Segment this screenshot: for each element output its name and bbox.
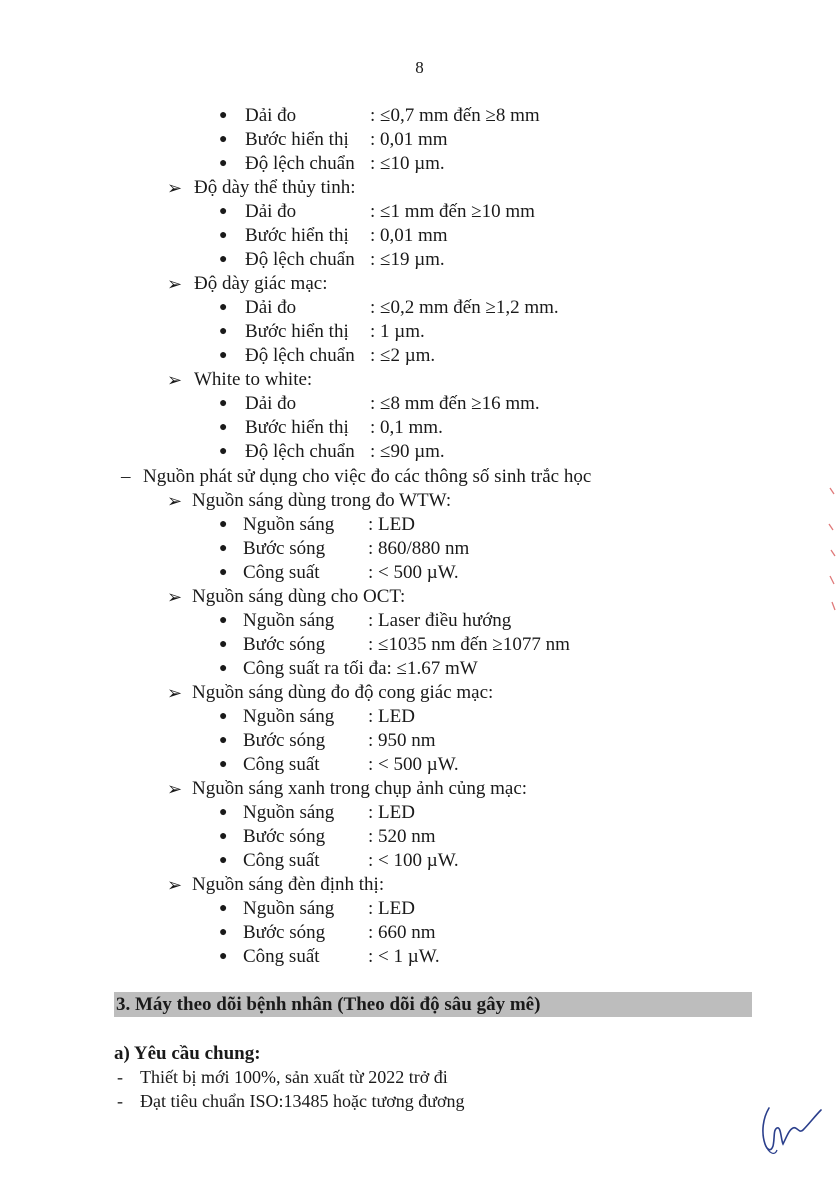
bullet-icon: ● bbox=[219, 228, 228, 243]
requirement-item: - Đạt tiêu chuẩn ISO:13485 hoặc tương đương bbox=[117, 1091, 465, 1111]
group-heading: ➢ White to white: bbox=[167, 369, 313, 390]
bullet-icon: ● bbox=[219, 444, 228, 459]
spec-item: ● Bước hiển thị : 0,01 mm bbox=[219, 129, 448, 150]
bullet-icon: ● bbox=[219, 420, 228, 435]
bullet-icon: ● bbox=[219, 324, 228, 339]
bullet-icon: ● bbox=[219, 108, 228, 123]
spec-item: ● Nguồn sáng : LED bbox=[219, 514, 415, 535]
arrow-bullet-icon: ➢ bbox=[167, 274, 183, 294]
arrow-bullet-icon: ➢ bbox=[167, 683, 183, 703]
spec-item: ● Công suất ra tối đa: ≤1.67 mW bbox=[219, 658, 478, 679]
spec-item: ● Công suất : < 1 µW. bbox=[219, 946, 440, 967]
spec-item: ● Dải đo : ≤0,7 mm đến ≥8 mm bbox=[219, 105, 540, 126]
group-heading: ➢ Nguồn sáng dùng trong đo WTW: bbox=[167, 490, 452, 511]
bullet-icon: ● bbox=[219, 156, 228, 171]
group-heading: ➢ Độ dày giác mạc: bbox=[167, 273, 328, 294]
dash-bullet: – bbox=[121, 466, 131, 487]
spec-item: ● Công suất : < 100 µW. bbox=[219, 850, 459, 871]
spec-item: ● Bước sóng : 660 nm bbox=[219, 922, 436, 943]
spec-item: ● Độ lệch chuẩn : ≤90 µm. bbox=[219, 441, 445, 462]
bullet-icon: ● bbox=[219, 901, 228, 916]
group-heading: ➢ Nguồn sáng xanh trong chụp ảnh củng mạc: bbox=[167, 778, 528, 799]
spec-item: ● Nguồn sáng : LED bbox=[219, 898, 415, 919]
spec-item: ● Công suất : < 500 µW. bbox=[219, 562, 459, 583]
spec-item: ● Bước sóng : 520 nm bbox=[219, 826, 436, 847]
bullet-icon: ● bbox=[219, 517, 228, 532]
bullet-icon: ● bbox=[219, 925, 228, 940]
bullet-icon: ● bbox=[219, 252, 228, 267]
spec-item: ● Độ lệch chuẩn : ≤19 µm. bbox=[219, 249, 445, 270]
spec-item: ● Nguồn sáng : Laser điều hướng bbox=[219, 610, 512, 631]
spec-item: ● Dải đo : ≤8 mm đến ≥16 mm. bbox=[219, 393, 540, 414]
group-heading: ➢ Độ dày thể thủy tinh: bbox=[167, 177, 356, 198]
arrow-bullet-icon: ➢ bbox=[167, 178, 183, 198]
arrow-bullet-icon: ➢ bbox=[167, 875, 183, 895]
arrow-bullet-icon: ➢ bbox=[167, 587, 183, 607]
spec-item: ● Bước hiển thị : 0,01 mm bbox=[219, 225, 448, 246]
margin-stamp-mark bbox=[826, 480, 838, 620]
spec-item: ● Độ lệch chuẩn : ≤2 µm. bbox=[219, 345, 436, 366]
signature-mark bbox=[755, 1100, 825, 1160]
subsection-title: a) Yêu cầu chung: bbox=[114, 1043, 261, 1064]
bullet-icon: ● bbox=[219, 805, 228, 820]
arrow-bullet-icon: ➢ bbox=[167, 779, 183, 799]
bullet-icon: ● bbox=[219, 396, 228, 411]
group-heading: ➢ Nguồn sáng dùng cho OCT: bbox=[167, 586, 406, 607]
dash-bullet: - bbox=[117, 1067, 123, 1087]
dash-bullet: - bbox=[117, 1091, 123, 1111]
bullet-icon: ● bbox=[219, 132, 228, 147]
sources-heading: – Nguồn phát sử dụng cho việc đo các thông số sinh trắc học bbox=[121, 466, 592, 487]
bullet-icon: ● bbox=[219, 637, 228, 652]
spec-item: ● Dải đo : ≤1 mm đến ≥10 mm bbox=[219, 201, 535, 222]
spec-item: ● Công suất : < 500 µW. bbox=[219, 754, 459, 775]
bullet-icon: ● bbox=[219, 348, 228, 363]
spec-item: ● Bước sóng : 950 nm bbox=[219, 730, 436, 751]
group-heading: ➢ Nguồn sáng dùng đo độ cong giác mạc: bbox=[167, 682, 494, 703]
bullet-icon: ● bbox=[219, 204, 228, 219]
group-heading: ➢ Nguồn sáng đèn định thị: bbox=[167, 874, 385, 895]
bullet-icon: ● bbox=[219, 300, 228, 315]
bullet-icon: ● bbox=[219, 949, 228, 964]
arrow-bullet-icon: ➢ bbox=[167, 370, 183, 390]
section-title: 3. Máy theo dõi bệnh nhân (Theo dõi độ sâu gây mê) bbox=[114, 992, 752, 1017]
spec-item: ● Bước hiển thị : 0,1 mm. bbox=[219, 417, 443, 438]
bullet-icon: ● bbox=[219, 733, 228, 748]
page-number: 8 bbox=[415, 58, 424, 77]
spec-item: ● Độ lệch chuẩn : ≤10 µm. bbox=[219, 153, 445, 174]
bullet-icon: ● bbox=[219, 709, 228, 724]
requirement-item: - Thiết bị mới 100%, sản xuất từ 2022 trở đi bbox=[117, 1067, 448, 1087]
arrow-bullet-icon: ➢ bbox=[167, 491, 183, 511]
bullet-icon: ● bbox=[219, 613, 228, 628]
bullet-icon: ● bbox=[219, 757, 228, 772]
spec-item: ● Nguồn sáng : LED bbox=[219, 802, 415, 823]
bullet-icon: ● bbox=[219, 853, 228, 868]
bullet-icon: ● bbox=[219, 661, 228, 676]
bullet-icon: ● bbox=[219, 565, 228, 580]
spec-item: ● Dải đo : ≤0,2 mm đến ≥1,2 mm. bbox=[219, 297, 559, 318]
spec-item: ● Nguồn sáng : LED bbox=[219, 706, 415, 727]
bullet-icon: ● bbox=[219, 829, 228, 844]
spec-item: ● Bước sóng : ≤1035 nm đến ≥1077 nm bbox=[219, 634, 570, 655]
spec-item: ● Bước hiển thị : 1 µm. bbox=[219, 321, 425, 342]
bullet-icon: ● bbox=[219, 541, 228, 556]
spec-item: ● Bước sóng : 860/880 nm bbox=[219, 538, 470, 559]
